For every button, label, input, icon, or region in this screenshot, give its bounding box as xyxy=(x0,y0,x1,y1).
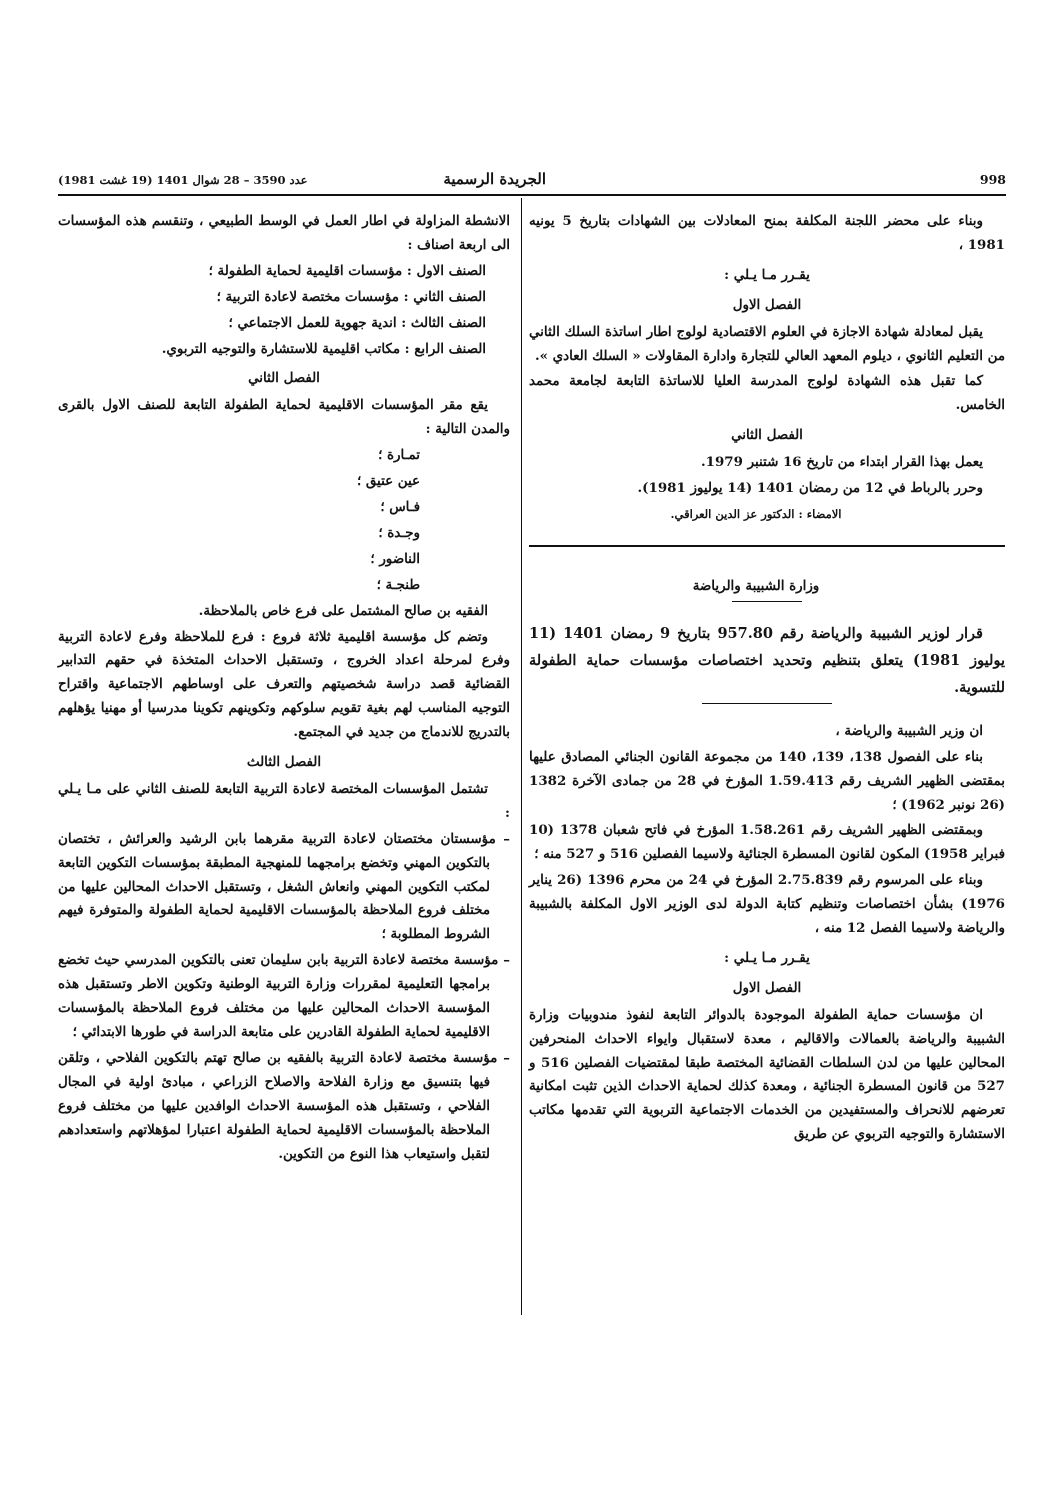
section-separator xyxy=(529,545,1005,547)
category-item: الصنف الثاني : مؤسسات مختصة لاعادة التربية ؛ xyxy=(216,288,486,305)
paragraph: وبمقتضى الظهير الشريف رقم 1.58.261 المؤرخ في فاتح شعبان 1378 (10 فبراير 1958) المكون لقانون المسطرة الجنائية ولاسيما الفصلين 516 و 527 منه ؛ xyxy=(529,822,1005,863)
done-at: وحرر بالرباط في 12 من رمضان 1401 (14 يوليوز 1981). xyxy=(637,480,983,497)
column-divider xyxy=(521,198,522,1315)
page-number: 998 xyxy=(979,172,1006,187)
article-heading: الفصل الثاني xyxy=(731,427,803,444)
decides-heading: يقـرر مـا يـلي : xyxy=(724,266,810,283)
paragraph: تشتمل المؤسسات المختصة لاعادة التربية التابعة للصنف الثاني على مـا يـلي : xyxy=(58,780,510,821)
paragraph: كما تقبل هذه الشهادة لولوج المدرسة العليا للاساتذة التابعة لجامعة محمد الخامس. xyxy=(529,373,1005,414)
ministry-heading: وزارة الشبيبة والرياضة xyxy=(692,577,820,594)
paragraph: الفقيه بن صالح المشتمل على فرع خاص بالملاحظة. xyxy=(198,602,488,619)
decides-heading: يقـرر مـا يـلي : xyxy=(724,949,810,966)
city-item: فـاس ؛ xyxy=(380,498,420,515)
city-item: طنجـة ؛ xyxy=(376,576,420,593)
right-column xyxy=(529,210,1005,1149)
list-item: – مؤسسة مختصة لاعادة التربية بالفقيه بن صالح تهتم بالتكوين الفلاحي ، وتلقن فيها بتنسيق مع وزارة الفلاحة والاصلاح الزراعي ، مبادئ اولية في المجال الفلاحي ، وتستقبل هذه المؤسسة الاحداث الوافدين عليها من مختلف فروع الملاحظة بالمؤسسات الاقليمية لحماية الطفولة اعتبارا لمؤهلاتهم واستعدادهم لتقبل واستيعاب هذا النوع من التكوين. xyxy=(58,1049,510,1162)
left-column xyxy=(58,210,510,1168)
article-heading: الفصل الثاني xyxy=(248,370,320,387)
paragraph: ان مؤسسات حماية الطفولة الموجودة بالدوائر التابعة لنفوذ مندوبيات وزارة الشبيبة والرياضة بالعمالات والاقاليم ، معدة لاستقبال وايواء الاحداث المنحرفين المحالين عليها من لدن السلطات القضائية المختصة طبقا لمقتضيات الفصلين 516 و 527 من قانون المسطرة الجنائية ، ومعدة كذلك لحماية الاحداث الذين تثبت امكانية تعرضهم للانحراف والمستفيدين من الخدمات الاجتماعية التربوية التي تقدمها مكاتب الاستشارة والتوجيه التربوي عن طريق xyxy=(529,1006,1005,1143)
gazette-name: الجريدة الرسمية xyxy=(443,170,546,188)
paragraph: يقع مقر المؤسسات الاقليمية لحماية الطفولة التابعة للصنف الاول بالقرى والمدن التالية : xyxy=(58,397,510,438)
header-rule xyxy=(58,194,1006,196)
page-header xyxy=(58,170,1006,192)
issue-info: عدد 3590 – 28 شوال 1401 (19 غشت 1981) xyxy=(58,173,308,187)
paragraph: وبناء على المرسوم رقم 2.75.839 المؤرخ في 24 من محرم 1396 (26 يناير 1976) بشأن اختصاصات وتنظيم كتابة الدولة لدى الوزير الاول المكلفة بالشبيبة والرياضة ولاسيما الفصل 12 منه ، xyxy=(529,872,1005,937)
city-item: وجـدة ؛ xyxy=(378,524,420,541)
decree-title: قرار لوزير الشبيبة والرياضة رقم 957.80 بتاريخ 9 رمضان 1401 (11 يوليوز 1981) يتعلق بتنظيم وتحديد اختصاصات مؤسسات حماية الطفولة للتسوية. xyxy=(529,624,1005,696)
title-underline xyxy=(702,703,832,704)
category-item: الصنف الرابع : مكاتب اقليمية للاستشارة والتوجيه التربوي. xyxy=(161,340,486,357)
signature: الامضاء : الدكتور عز الدين العراقي. xyxy=(670,506,842,521)
list-item: – مؤسستان مختصتان لاعادة التربية مقرهما بابن الرشيد والعرائش ، تختصان بالتكوين المهني وتخضع برامجهما للمنهجية المطبقة بمؤسسات التكوين التابعة لمكتب التكوين المهني وانعاش الشغل ، وتستقبل الاحداث المحالين عليها من مختلف فروع الملاحظة بالمؤسسات الاقليمية لحماية الطفولة والمتوفرة فيهم الشروط المطلوبة ؛ xyxy=(58,830,510,943)
paragraph: وبناء على محضر اللجنة المكلفة بمنح المعادلات بين الشهادات بتاريخ 5 يونيه 1981 ، xyxy=(529,213,1005,253)
article-heading: الفصل الاول xyxy=(732,296,802,313)
article-heading: الفصل الثالث xyxy=(246,754,322,771)
list-item: – مؤسسة مختصة لاعادة التربية بابن سليمان تعنى بالتكوين المدرسي حيث تخضع برامجها التعليمية لمقررات وزارة التربية الوطنية وتكوين الاطر وتستقبل هذه المؤسسة الاحداث المحالين عليها من مختلف فروع الملاحظة بالمؤسسات الاقليمية لحماية الطفولة القادرين على متابعة الدراسة في طورها الابتدائي ؛ xyxy=(58,952,510,1040)
category-item: الصنف الثالث : اندية جهوية للعمل الاجتماعي ؛ xyxy=(228,314,486,331)
category-item: الصنف الاول : مؤسسات اقليمية لحماية الطفولة ؛ xyxy=(208,262,486,279)
ministry-underline xyxy=(732,601,802,602)
paragraph: يعمل بهذا القرار ابتداء من تاريخ 16 شتنبر 1979. xyxy=(700,454,983,471)
paragraph: وتضم كل مؤسسة اقليمية ثلاثة فروع : فرع للملاحظة وفرع لاعادة التربية وفرع لمرحلة اعداد الخروج ، وتستقبل الاحداث المتخذة في حقهم التدابير القضائية قصد دراسة شخصيتهم والتعرف على اوساطهم الاجتماعية واقتراح التوجيه المناسب لهم بغية تقويم سلوكهم وتكوينهم تكوينا مدرسيا أو مهنيا يؤهلهم بالتدريج للاندماج من جديد في المجتمع. xyxy=(58,628,510,741)
paragraph: بناء على الفصول 138، 139، 140 من مجموعة القانون الجنائي المصادق عليها بمقتضى الظهير الشريف رقم 1.59.413 المؤرخ في 28 من جمادى الآخرة 1382 (26 نونبر 1962) ؛ xyxy=(529,748,1005,813)
paragraph: يقبل لمعادلة شهادة الاجازة في العلوم الاقتصادية لولوج اطار اساتذة السلك الثاني من التعليم الثانوي ، ديلوم المعهد العالي للتجارة وادارة المقاولات « السلك العادي ». xyxy=(529,323,1005,364)
city-item: عين عتيق ؛ xyxy=(356,473,420,490)
city-item: تمـارة ؛ xyxy=(378,447,420,464)
city-item: الناضور ؛ xyxy=(370,550,420,567)
paragraph: الانشطة المزاولة في اطار العمل في الوسط الطبيعي ، وتنقسم هذه المؤسسات الى اربعة اصناف : xyxy=(58,213,511,253)
paragraph: ان وزير الشبيبة والرياضة ، xyxy=(835,722,983,739)
article-heading: الفصل الاول xyxy=(732,979,802,996)
